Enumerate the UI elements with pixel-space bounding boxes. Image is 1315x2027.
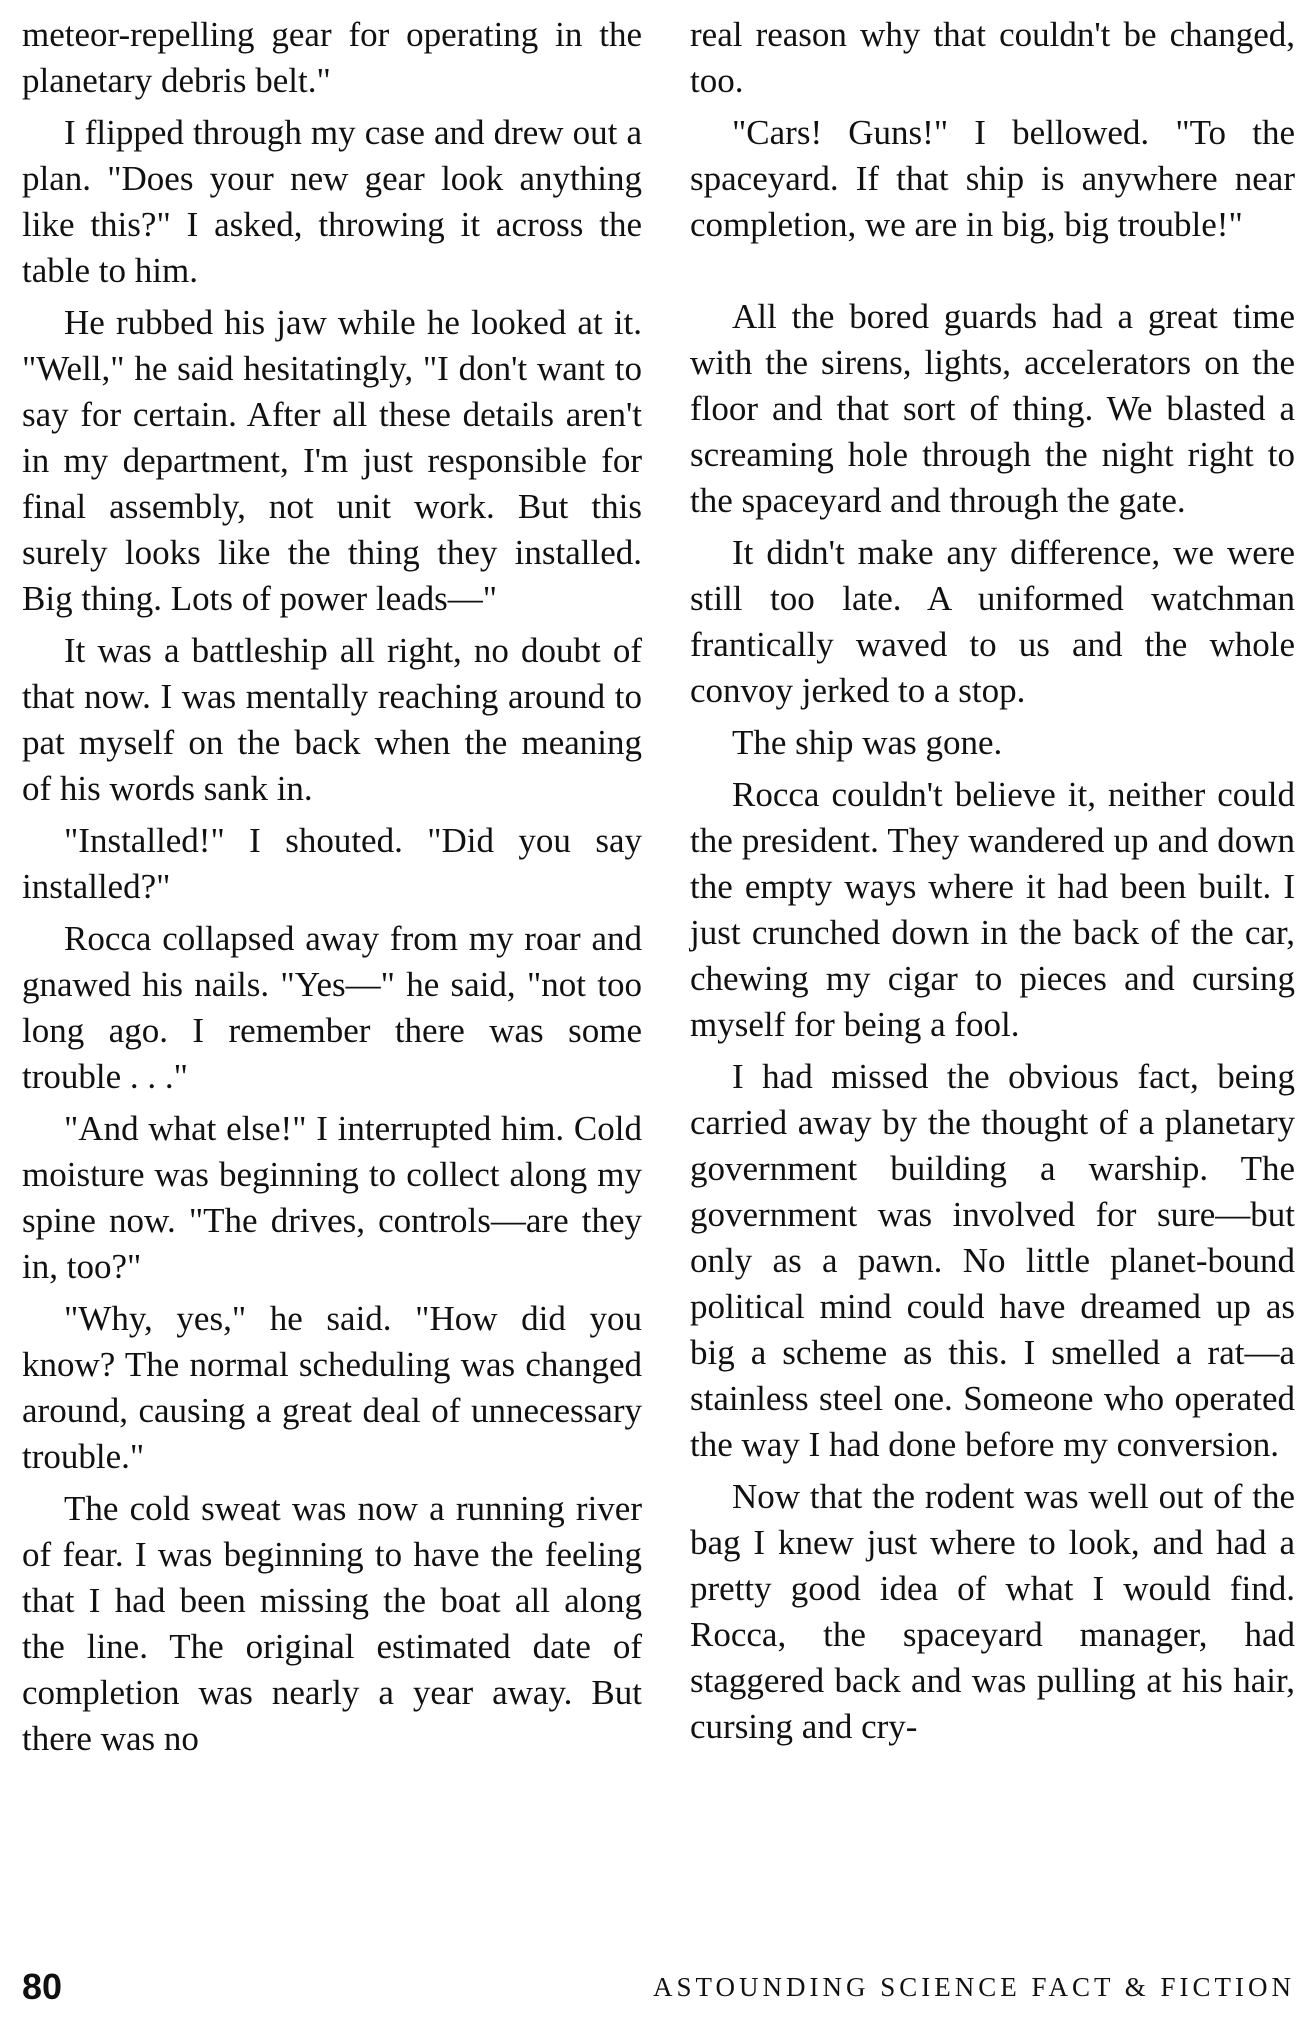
paragraph: "Installed!" I shouted. "Did you say installed?" bbox=[22, 821, 642, 906]
paragraph: "Cars! Guns!" I bellowed. "To the spaceyard. If that ship is anywhere near completion, we are in big, big trouble!" bbox=[690, 113, 1295, 244]
page-footer bbox=[22, 1962, 1295, 2012]
running-head: ASTOUNDING SCIENCE FACT & FICTION bbox=[652, 1972, 1295, 2002]
paragraph: It didn't make any difference, we were still too late. A uniformed watchman frantically waved to us and the whole convoy jerked to a stop. bbox=[690, 533, 1295, 710]
left-column bbox=[22, 12, 642, 1768]
paragraph: real reason why that couldn't be changed, too. bbox=[690, 15, 1295, 100]
paragraph: I flipped through my case and drew out a plan. "Does your new gear look anything like this?" I asked, throwing it across the table to him. bbox=[22, 113, 642, 290]
paragraph: Rocca couldn't believe it, neither could the president. They wandered up and down the empty ways where it had been built. I just crunched down in the back of the car, chewing my cigar to pieces and cursing myself for being a fool. bbox=[690, 775, 1295, 1044]
paragraph: Now that the rodent was well out of the bag I knew just where to look, and had a pretty good idea of what I would find. Rocca, the spaceyard manager, had staggered back and was pulling at his hair, cursing and cry- bbox=[690, 1477, 1295, 1746]
paragraph: It was a battleship all right, no doubt of that now. I was mentally reaching around to pat myself on the back when the meaning of his words sank in. bbox=[22, 631, 642, 808]
paragraph: meteor-repelling gear for operating in the planetary debris belt." bbox=[22, 15, 642, 100]
paragraph: "And what else!" I interrupted him. Cold moisture was beginning to collect along my spine now. "The drives, controls—are they in, too?" bbox=[22, 1109, 642, 1286]
paragraph: All the bored guards had a great time with the sirens, lights, accelerators on the floor and that sort of thing. We blasted a screaming hole through the night right to the spaceyard and through the gate. bbox=[690, 297, 1295, 520]
paragraph: I had missed the obvious fact, being carried away by the thought of a planetary government building a warship. The government was involved for sure—but only as a pawn. No little planet-bound political mind could have dreamed up as big a scheme as this. I smelled a rat—a stainless steel one. Someone who operated the way I had done before my conversion. bbox=[690, 1057, 1295, 1464]
paragraph: He rubbed his jaw while he looked at it. "Well," he said hesitatingly, "I don't want to say for certain. After all these details aren't in my department, I'm just responsible for final assembly, not unit work. But this surely looks like the thing they installed. Big thing. Lots of power leads—" bbox=[22, 303, 642, 618]
page-number: 80 bbox=[22, 1966, 63, 2007]
paragraph: The cold sweat was now a running river of fear. I was beginning to have the feeling that I had been missing the boat all along the line. The original estimated date of completion was nearly a year away. But there was no bbox=[22, 1489, 642, 1758]
paragraph: The ship was gone. bbox=[732, 723, 1003, 762]
paragraph: Rocca collapsed away from my roar and gnawed his nails. "Yes—" he said, "not too long ago. I remember there was some trouble . . ." bbox=[22, 919, 642, 1096]
right-column bbox=[690, 12, 1295, 1756]
paragraph: "Why, yes," he said. "How did you know? The normal scheduling was changed around, causing a great deal of unnecessary trouble." bbox=[22, 1299, 642, 1476]
